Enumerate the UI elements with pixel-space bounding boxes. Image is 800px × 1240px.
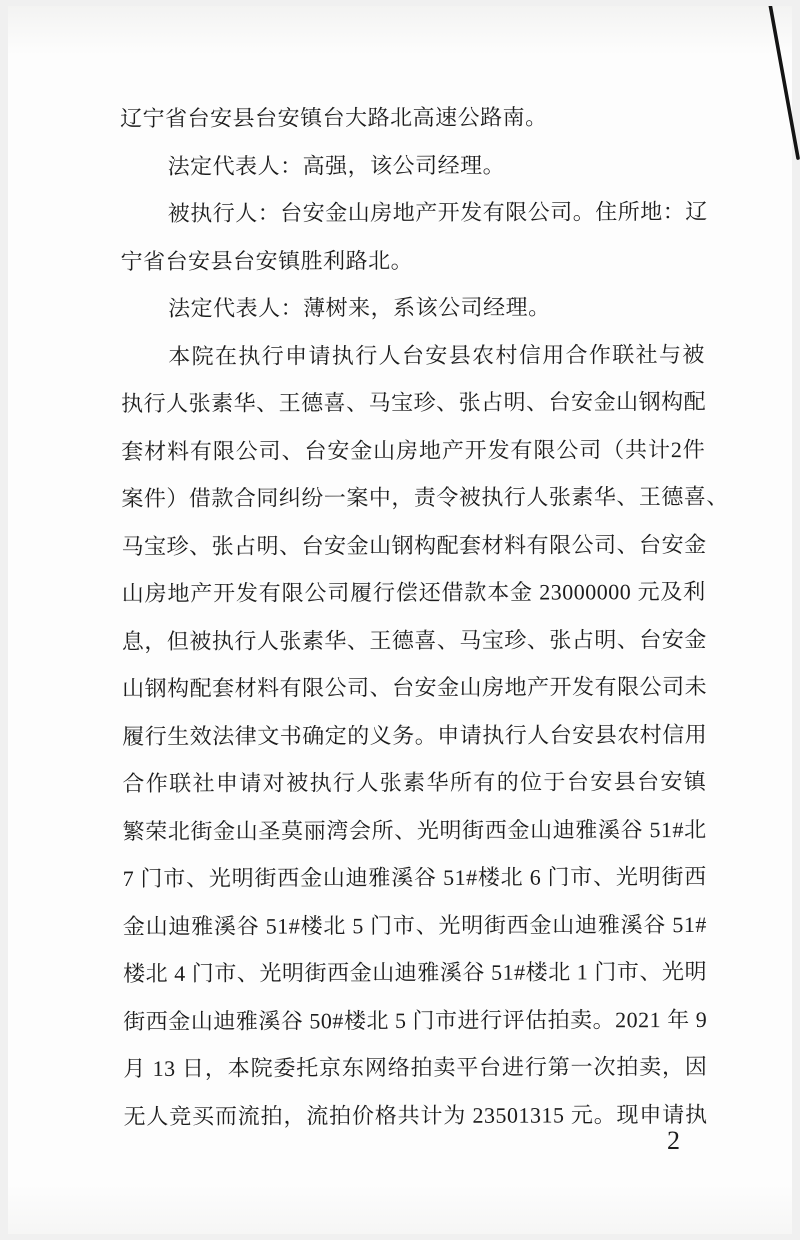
document-line: 月 13 日，本院委托京东网络拍卖平台进行第一次拍卖，因	[123, 1053, 708, 1081]
document-line: 街西金山迪雅溪谷 50#楼北 5 门市进行评估拍卖。2021 年 9	[123, 1006, 708, 1034]
document-line: 无人竞买而流拍，流拍价格共计为 23501315 元。现申请执	[123, 1101, 708, 1129]
document-line: 辽宁省台安县台安镇台大路北高速公路南。	[120, 104, 548, 131]
scan-edge-artifact	[758, 6, 800, 166]
document-line: 马宝珍、张占明、台安金山钢构配套材料有限公司、台安金	[121, 531, 707, 559]
document-line: 宁省台安县台安镇胜利路北。	[120, 247, 414, 274]
document-page	[8, 6, 792, 1234]
document-line: 法定代表人：薄树来，系该公司经理。	[167, 294, 551, 321]
document-line: 楼北 4 门市、光明街西金山迪雅溪谷 51#楼北 1 门市、光明	[123, 958, 708, 986]
document-line: 被执行人：台安金山房地产开发有限公司。住所地：辽	[167, 198, 708, 226]
document-line: 履行生效法律文书确定的义务。申请执行人台安县农村信用	[122, 721, 708, 749]
document-line: 套材料有限公司、台安金山房地产开发有限公司（共计2件	[121, 436, 706, 464]
document-line: 息，但被执行人张素华、王德喜、马宝珍、张占明、台安金	[121, 626, 707, 654]
document-line: 山房地产开发有限公司履行偿还借款本金 23000000 元及利	[121, 578, 706, 606]
document-line: 合作联社申请对被执行人张素华所有的位于台安县台安镇	[122, 768, 707, 796]
document-line: 案件）借款合同纠纷一案中，责令被执行人张素华、王德喜、	[121, 483, 729, 511]
document-line: 山钢构配套材料有限公司、台安金山房地产开发有限公司未	[122, 673, 708, 701]
document-line: 繁荣北街金山圣莫丽湾会所、光明街西金山迪雅溪谷 51#北	[122, 816, 707, 844]
page-number: 2	[667, 1126, 680, 1155]
document-line: 金山迪雅溪谷 51#楼北 5 门市、光明街西金山迪雅溪谷 51#	[122, 911, 707, 939]
document-line: 执行人张素华、王德喜、马宝珍、张占明、台安金山钢构配	[121, 388, 707, 416]
document-line: 法定代表人：高强，该公司经理。	[167, 152, 506, 179]
document-line: 7 门市、光明街西金山迪雅溪谷 51#楼北 6 门市、光明街西	[122, 863, 707, 891]
document-line: 本院在执行申请执行人台安县农村信用合作联社与被	[168, 341, 705, 369]
document-body	[120, 93, 729, 1140]
